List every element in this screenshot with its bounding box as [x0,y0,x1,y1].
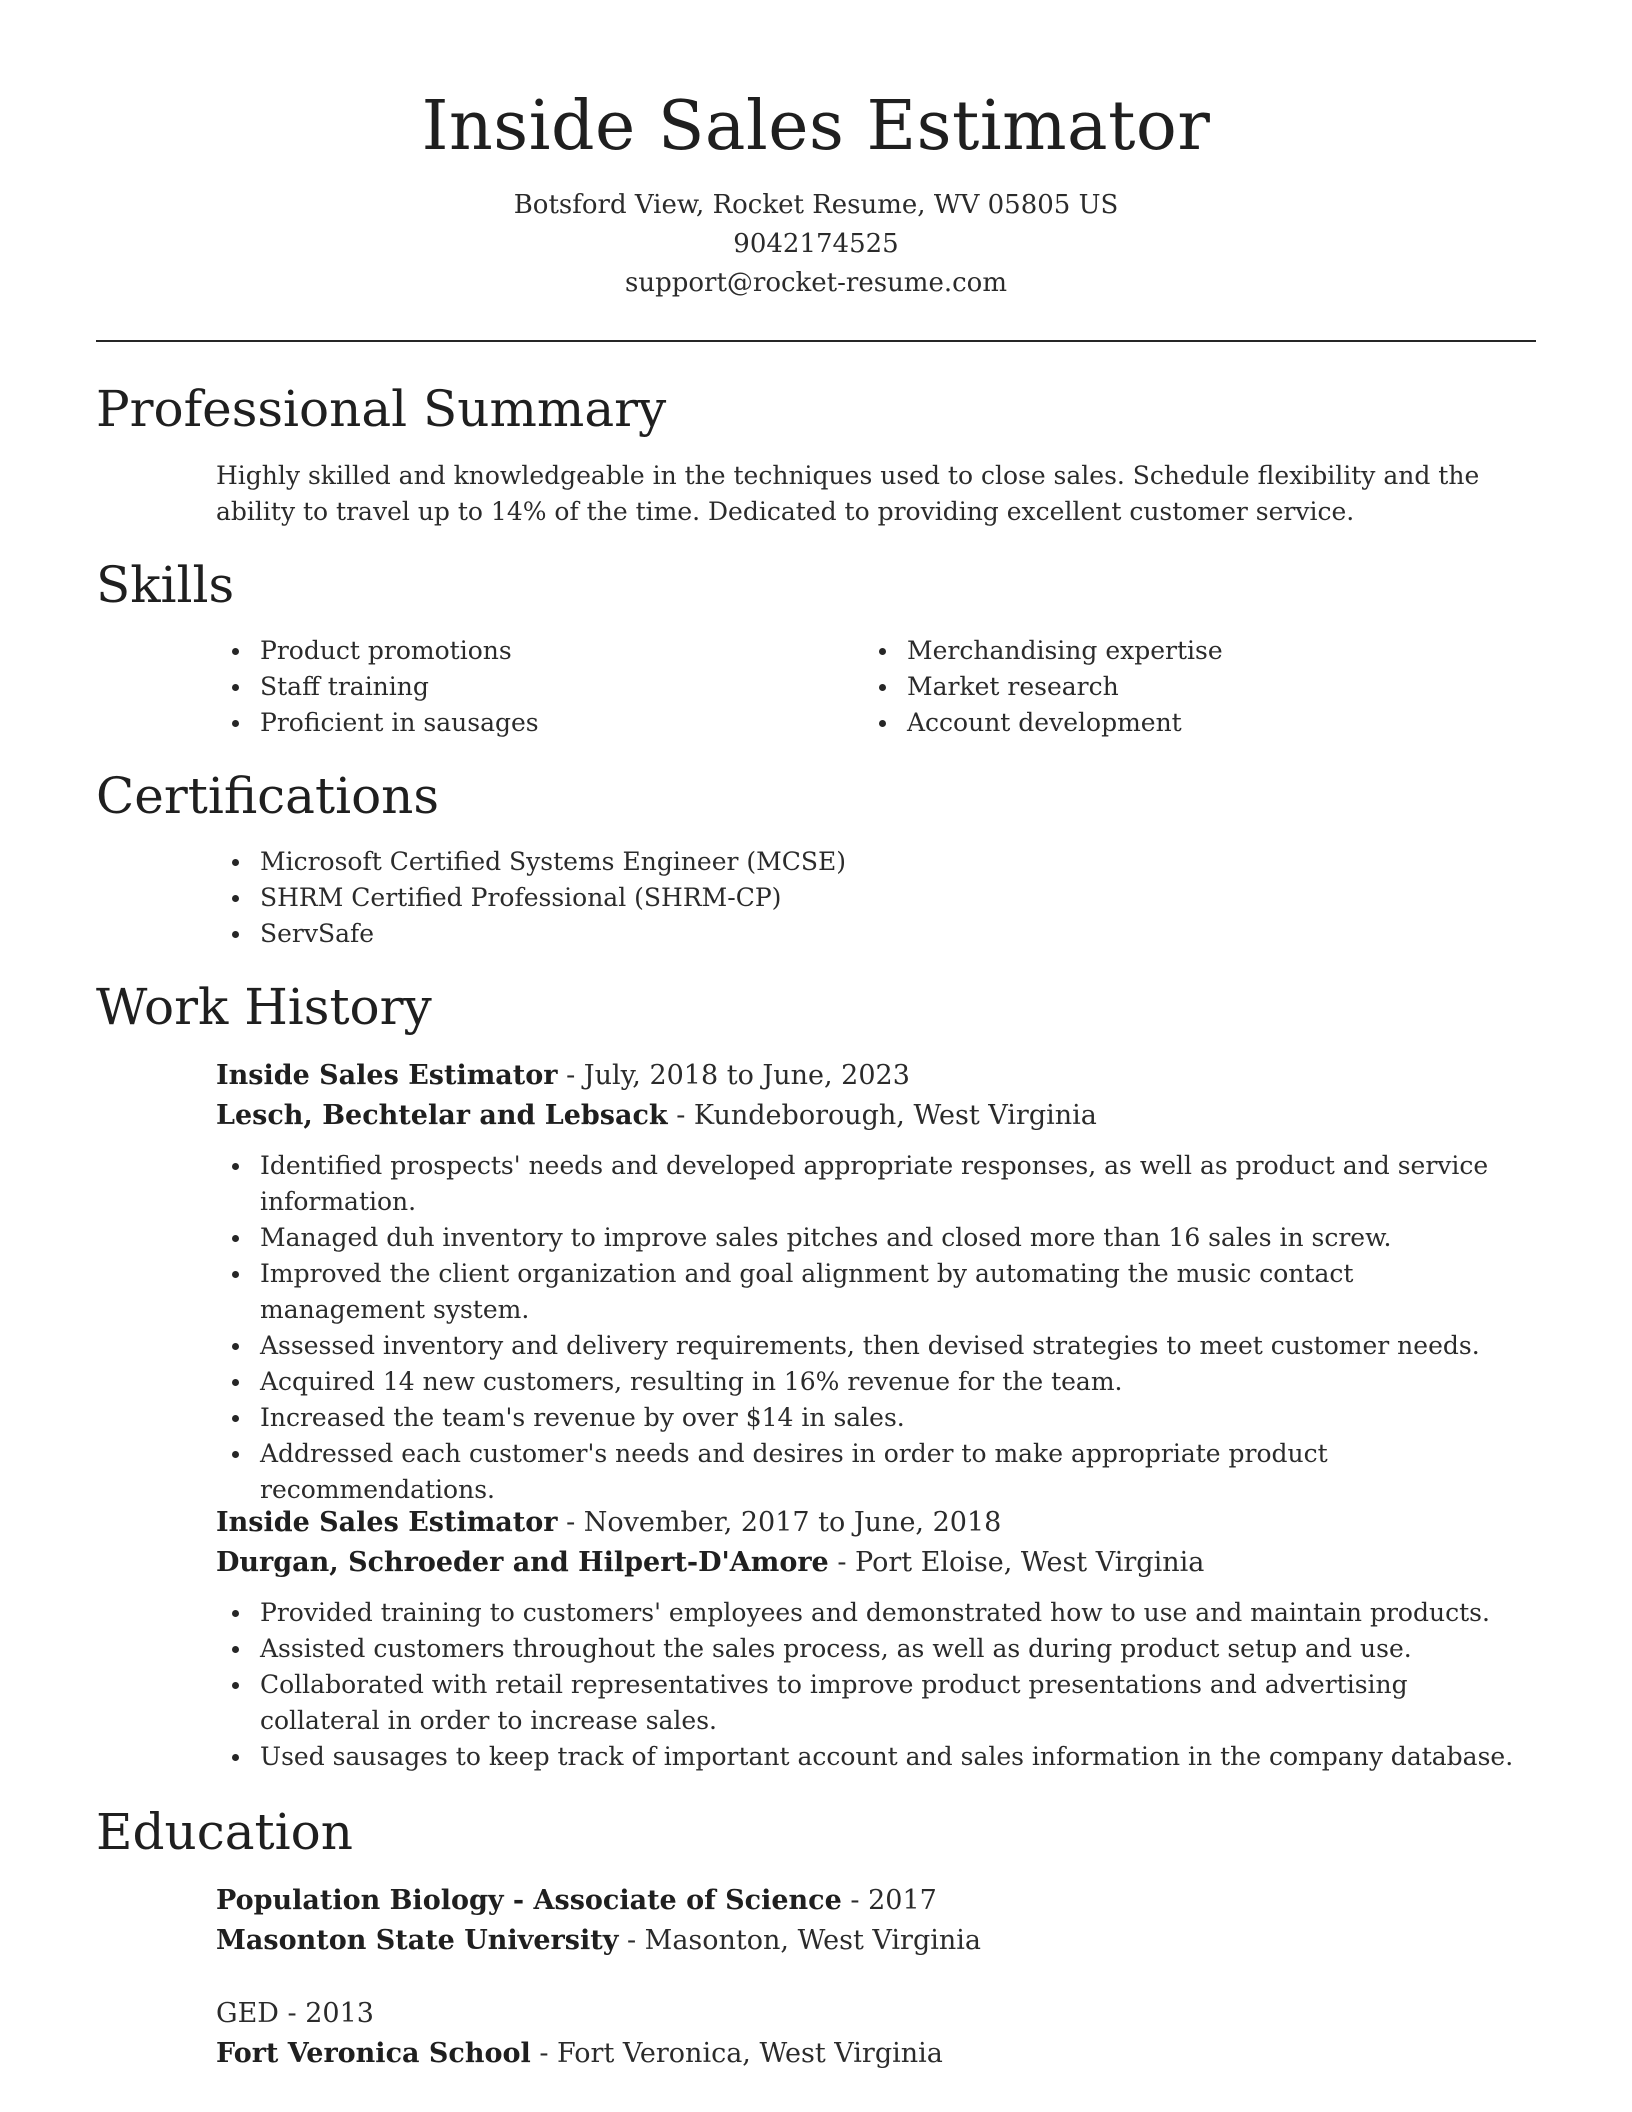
summary-text: Highly skilled and knowledgeable in the techniques used to close sales. Schedule flexibility and the ability to travel up to 14% of the time. Dedicated to providing excellent customer service. [216,461,1480,526]
job-bullet: Provided training to customers' employees and demonstrated how to use and maintain products. [216,1595,1516,1631]
skills-list-right [863,633,1463,741]
education-location: - Masonton, West Virginia [618,1925,982,1956]
job-bullet: Used sausages to keep track of important account and sales information in the company database. [216,1739,1516,1775]
job-bullet: Assessed inventory and delivery requirements, then devised strategies to meet customer needs. [216,1328,1516,1364]
education-degree: Population Biology - Associate of Science [216,1885,842,1916]
education-school: Masonton State University [216,1925,619,1956]
job-role: Inside Sales Estimator [216,1507,558,1538]
job-bullets [216,1595,1516,1775]
skill-item: Market research [863,669,1463,705]
job-title-line [216,1503,1001,1543]
job-bullet: Increased the team's revenue by over $14 in sales. [216,1400,1516,1436]
education-degree: GED [216,1998,279,2029]
certifications-heading: Certifications [96,767,440,825]
education-degree-line [216,1881,937,1921]
job-bullets [216,1148,1516,1508]
skill-item: Product promotions [216,633,816,669]
certification-item: ServSafe [216,916,1516,952]
education-school-line [216,1921,981,1961]
job-company-line [216,1543,1204,1583]
education-school-line [216,2034,943,2074]
certification-item: SHRM Certified Professional (SHRM-CP) [216,880,1516,916]
skill-item: Merchandising expertise [863,633,1463,669]
job-bullet: Acquired 14 new customers, resulting in 16% revenue for the team. [216,1364,1516,1400]
job-role: Inside Sales Estimator [216,1060,558,1091]
job-bullet: Improved the client organization and goal alignment by automating the music contact management system. [216,1256,1516,1328]
job-bullet: Collaborated with retail representatives to improve product presentations and advertising collateral in order to increase sales. [216,1667,1516,1739]
certification-item: Microsoft Certified Systems Engineer (MCSE) [216,844,1516,880]
job-bullet: Addressed each customer's needs and desires in order to make appropriate product recommendations. [216,1436,1516,1508]
job-company: Durgan, Schroeder and Hilpert-D'Amore [216,1547,829,1578]
job-bullet: Managed duh inventory to improve sales pitches and closed more than 16 sales in screw. [216,1220,1516,1256]
contact-address: Botsford View, Rocket Resume, WV 05805 US [513,190,1119,220]
education-year: - 2013 [278,1998,374,2029]
candidate-name: Inside Sales Estimator [421,87,1211,166]
job-dates: - November, 2017 to June, 2018 [557,1507,1002,1538]
skill-item: Account development [863,705,1463,741]
education-heading: Education [96,1803,353,1861]
job-dates: - July, 2018 to June, 2023 [557,1060,910,1091]
summary-heading: Professional Summary [96,380,667,438]
skills-heading: Skills [96,556,235,614]
education-school: Fort Veronica School [216,2038,531,2069]
education-year: - 2017 [841,1885,937,1916]
skills-list-left [216,633,816,741]
contact-phone: 9042174525 [733,229,899,259]
work-history-heading: Work History [96,978,432,1036]
skill-item: Proficient in sausages [216,705,816,741]
job-bullet: Assisted customers throughout the sales process, as well as during product setup and use. [216,1631,1516,1667]
contact-email[interactable]: support@rocket-resume.com [624,268,1007,298]
skill-item: Staff training [216,669,816,705]
job-company-line [216,1096,1097,1136]
education-degree-line [216,1994,374,2034]
header-divider [96,340,1536,342]
resume-header [0,0,1632,303]
education-location: - Fort Veronica, West Virginia [530,2038,943,2069]
job-location: - Kundeborough, West Virginia [667,1100,1097,1131]
job-title-line [216,1056,910,1096]
job-location: - Port Eloise, West Virginia [828,1547,1205,1578]
job-bullet: Identified prospects' needs and developed appropriate responses, as well as product and service information. [216,1148,1516,1220]
job-company: Lesch, Bechtelar and Lebsack [216,1100,668,1131]
certifications-list [216,844,1516,952]
